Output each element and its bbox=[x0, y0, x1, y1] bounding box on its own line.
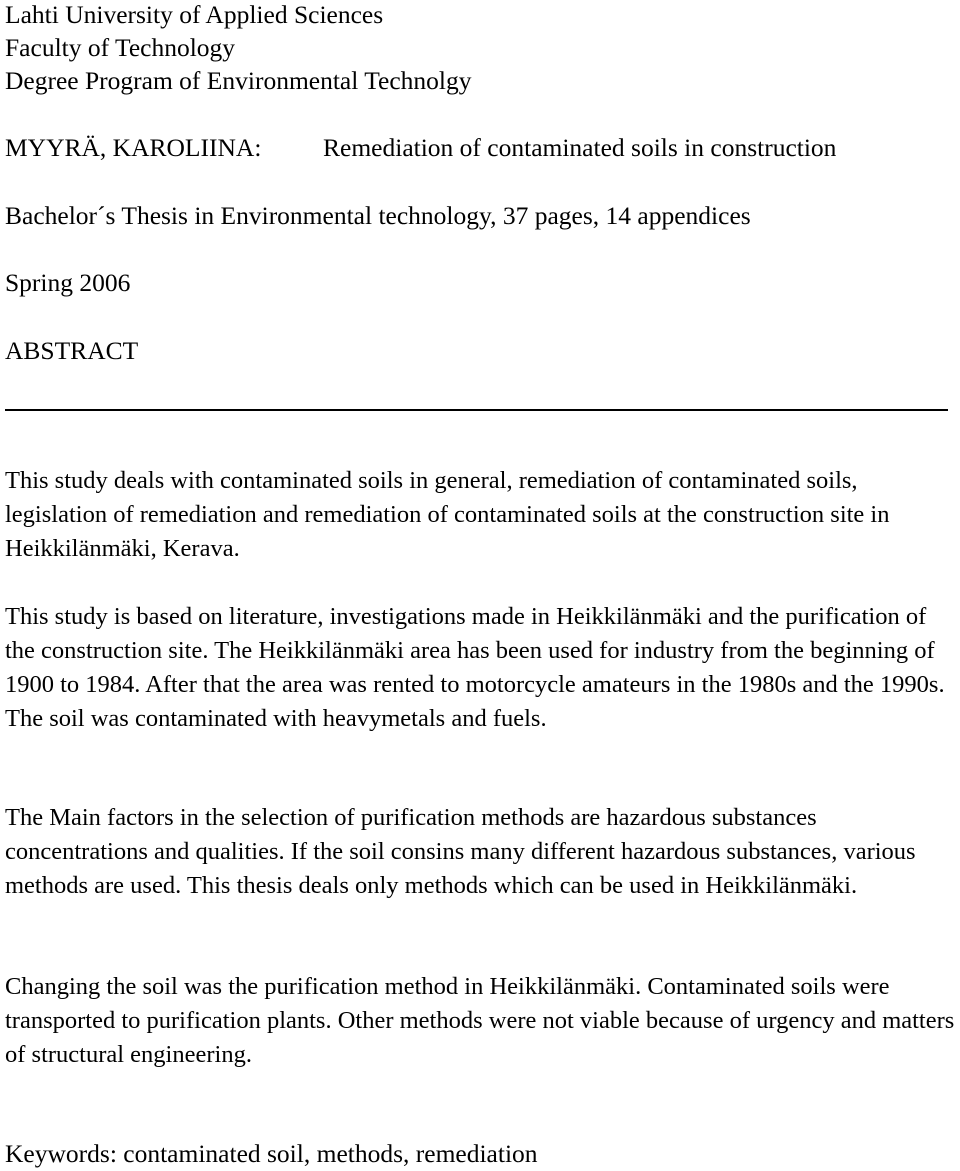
degree-program: Degree Program of Environmental Technolgy bbox=[5, 66, 472, 95]
abstract-heading: ABSTRACT bbox=[5, 336, 139, 365]
university-name: Lahti University of Applied Sciences bbox=[5, 0, 384, 29]
keywords: Keywords: contaminated soil, methods, remediation bbox=[5, 1139, 538, 1168]
author-title-line bbox=[5, 135, 836, 161]
faculty-name: Faculty of Technology bbox=[5, 33, 236, 62]
abstract-paragraph-2: This study is based on literature, investigations made in Heikkilänmäki and the purification of the construction site. The Heikkilänmäki area has been used for industry from the beginning of 1900 to 1984. After that the area was rented to motorcycle amateurs in the 1980s and the 1990s. The soil was contaminated with heavymetals and fuels. bbox=[5, 603, 945, 732]
horizontal-rule bbox=[5, 409, 948, 411]
author-name: MYYRÄ, KAROLIINA: bbox=[5, 133, 262, 162]
thesis-info: Bachelor´s Thesis in Environmental technology, 37 pages, 14 appendices bbox=[5, 201, 751, 230]
thesis-date: Spring 2006 bbox=[5, 268, 131, 297]
thesis-title: Remediation of contaminated soils in construction bbox=[323, 133, 837, 162]
abstract-paragraph-1: This study deals with contaminated soils in general, remediation of contaminated soils, legislation of remediation and remediation of contaminated soils at the construction site in Heikkilänmäki, Kerava. bbox=[5, 467, 890, 562]
abstract-paragraph-4: Changing the soil was the purification method in Heikkilänmäki. Contaminated soils were transported to purification plants. Other methods were not viable because of urgency and matters of structural engineering. bbox=[5, 973, 955, 1068]
abstract-paragraph-3: The Main factors in the selection of purification methods are hazardous substances concentrations and qualities. If the soil consins many different hazardous substances, various methods are used. This thesis deals only methods which can be used in Heikkilänmäki. bbox=[5, 804, 916, 899]
